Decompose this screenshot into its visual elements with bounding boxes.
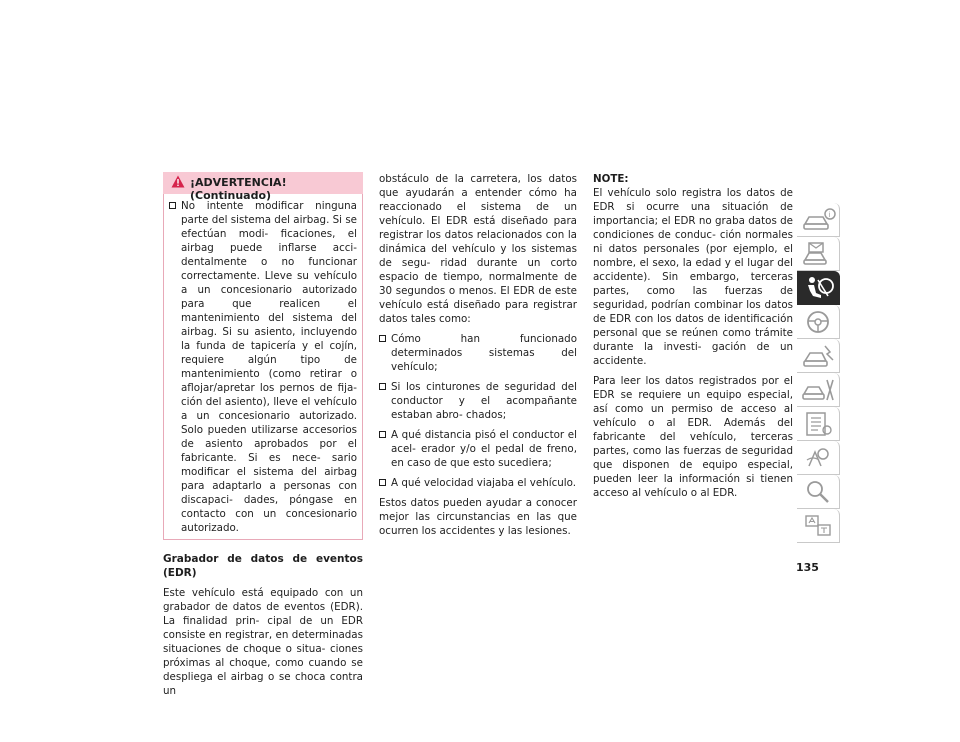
- edr-closing-paragraph: Estos datos pueden ayudar a conocer mejor las circunstancias en las que ocurren los accidentes y las lesiones.: [379, 497, 577, 537]
- multimedia-icon: [801, 444, 837, 472]
- tab-car-info[interactable]: [797, 203, 840, 237]
- edr-intro-paragraph: Este vehículo está equipado con un grabador de datos de eventos (EDR). La finalidad prin- cipal de un EDR consiste en registrar, en determinadas situaciones de choque o situa- ciones próximas al choque, como cuando se despliega el airbag o se choca contra un: [163, 587, 363, 697]
- list-item: Si los cinturones de seguridad del conductor y el acompañante estaban abro- chados;: [379, 380, 577, 422]
- warning-text: No intente modificar ninguna parte del sistema del airbag. Si se efectúan modi- ficaciones, el airbag puede inflarse acci- dentalmente o no funcionar correctamente. Lleve su vehículo a un concesionario autorizado para que realicen el mantenimiento del sistema del airbag. Si su asiento, incluyendo la funda de tapicería y el cojín, requiere algún tipo de mantenimiento (como retirar o aflojar/apretar los pernos de fija- ción del asiento), lleve el vehículo a un concesionario autorizado. Solo pueden utilizarse accesorios de asiento aprobados por el fabricante. Si es nece- sario modificar el sistema del airbag para adaptarlo a personas con discapaci- dades, póngase en contacto con un concesionario autorizado.: [181, 200, 358, 534]
- list-item: Cómo han funcionado determinados sistemas del vehículo;: [379, 332, 577, 374]
- tab-steering-wheel[interactable]: [797, 305, 840, 339]
- checkbox-bullet-icon: [379, 383, 386, 390]
- steering-wheel-icon: [801, 308, 837, 336]
- list-item: A qué velocidad viajaba el vehículo.: [379, 476, 577, 490]
- note-paragraph-2: Para leer los datos registrados por el EDR se requiere un equipo especial, así como un permiso de acceso al vehículo o al EDR. Además del fabricante del vehículo, terceras partes, como las fuerzas de seguridad que disponen de equipo especial, pueden leer la información si tienen acceso al vehículo o al EDR.: [593, 375, 793, 499]
- list-item: A qué distancia pisó el conductor el acel- erador y/o el pedal de freno, en caso de que esto sucediera;: [379, 428, 577, 470]
- note-label: NOTE:: [593, 173, 629, 185]
- checkbox-bullet-icon: [379, 335, 386, 342]
- tab-car-crash[interactable]: [797, 339, 840, 373]
- list-item: [169, 199, 357, 535]
- tab-multimedia[interactable]: [797, 441, 840, 475]
- checkbox-bullet-icon: [379, 431, 386, 438]
- edr-continued-paragraph: obstáculo de la carretera, los datos que ayudarán a entender cómo ha reaccionado el sistema de un vehículo. El EDR está diseñado para registrar los datos relacionados con la dinámica del vehículo y los sistemas de segu- ridad durante un corto espacio de tiempo, normalmente de 30 segundos o menos. El EDR de este vehículo está diseñado para registrar datos tales como:: [379, 173, 577, 325]
- car-envelope-icon: [801, 240, 837, 268]
- page-number: 135: [796, 561, 819, 574]
- warning-box: [163, 172, 363, 540]
- search-icon: [801, 478, 837, 506]
- note-paragraph: El vehículo solo registra los datos de EDR si ocurre una situación de importancia; el EDR no graba datos de condiciones de conduc- ción normales ni datos personales (por ejemplo, el nombre, el sexo, la edad y el lugar del accidente). Sin embargo, terceras partes, como las fuerzas de seguridad, podrían combinar los datos de EDR con los datos de identificación personal que se reúnen como trámite durante la investi- gación de un accidente.: [593, 187, 793, 367]
- edr-bullet-list: [379, 332, 577, 490]
- checkbox-bullet-icon: [169, 202, 176, 209]
- car-service-icon: [801, 376, 837, 404]
- tab-search[interactable]: [797, 475, 840, 509]
- section-heading: Grabador de datos de eventos (EDR): [163, 553, 363, 579]
- column-middle: [379, 172, 577, 538]
- tab-car-service[interactable]: [797, 373, 840, 407]
- checkbox-bullet-icon: [379, 479, 386, 486]
- tab-list-specs[interactable]: [797, 407, 840, 441]
- column-right: [593, 172, 793, 500]
- warning-title: ¡ADVERTENCIA! (Continuado): [190, 176, 287, 202]
- list-specs-icon: [801, 410, 837, 438]
- warning-triangle-icon: [171, 175, 185, 188]
- car-info-icon: [801, 206, 837, 234]
- languages-icon: [801, 512, 837, 540]
- column-left: [163, 172, 363, 698]
- tab-car-envelope[interactable]: [797, 237, 840, 271]
- tab-languages[interactable]: [797, 509, 840, 543]
- chapter-tabs: [797, 203, 841, 543]
- warning-header: [163, 172, 363, 202]
- car-crash-icon: [801, 342, 837, 370]
- tab-airbag-safety[interactable]: [797, 271, 840, 305]
- svg-text:i: i: [828, 211, 831, 219]
- airbag-safety-icon: [801, 274, 837, 302]
